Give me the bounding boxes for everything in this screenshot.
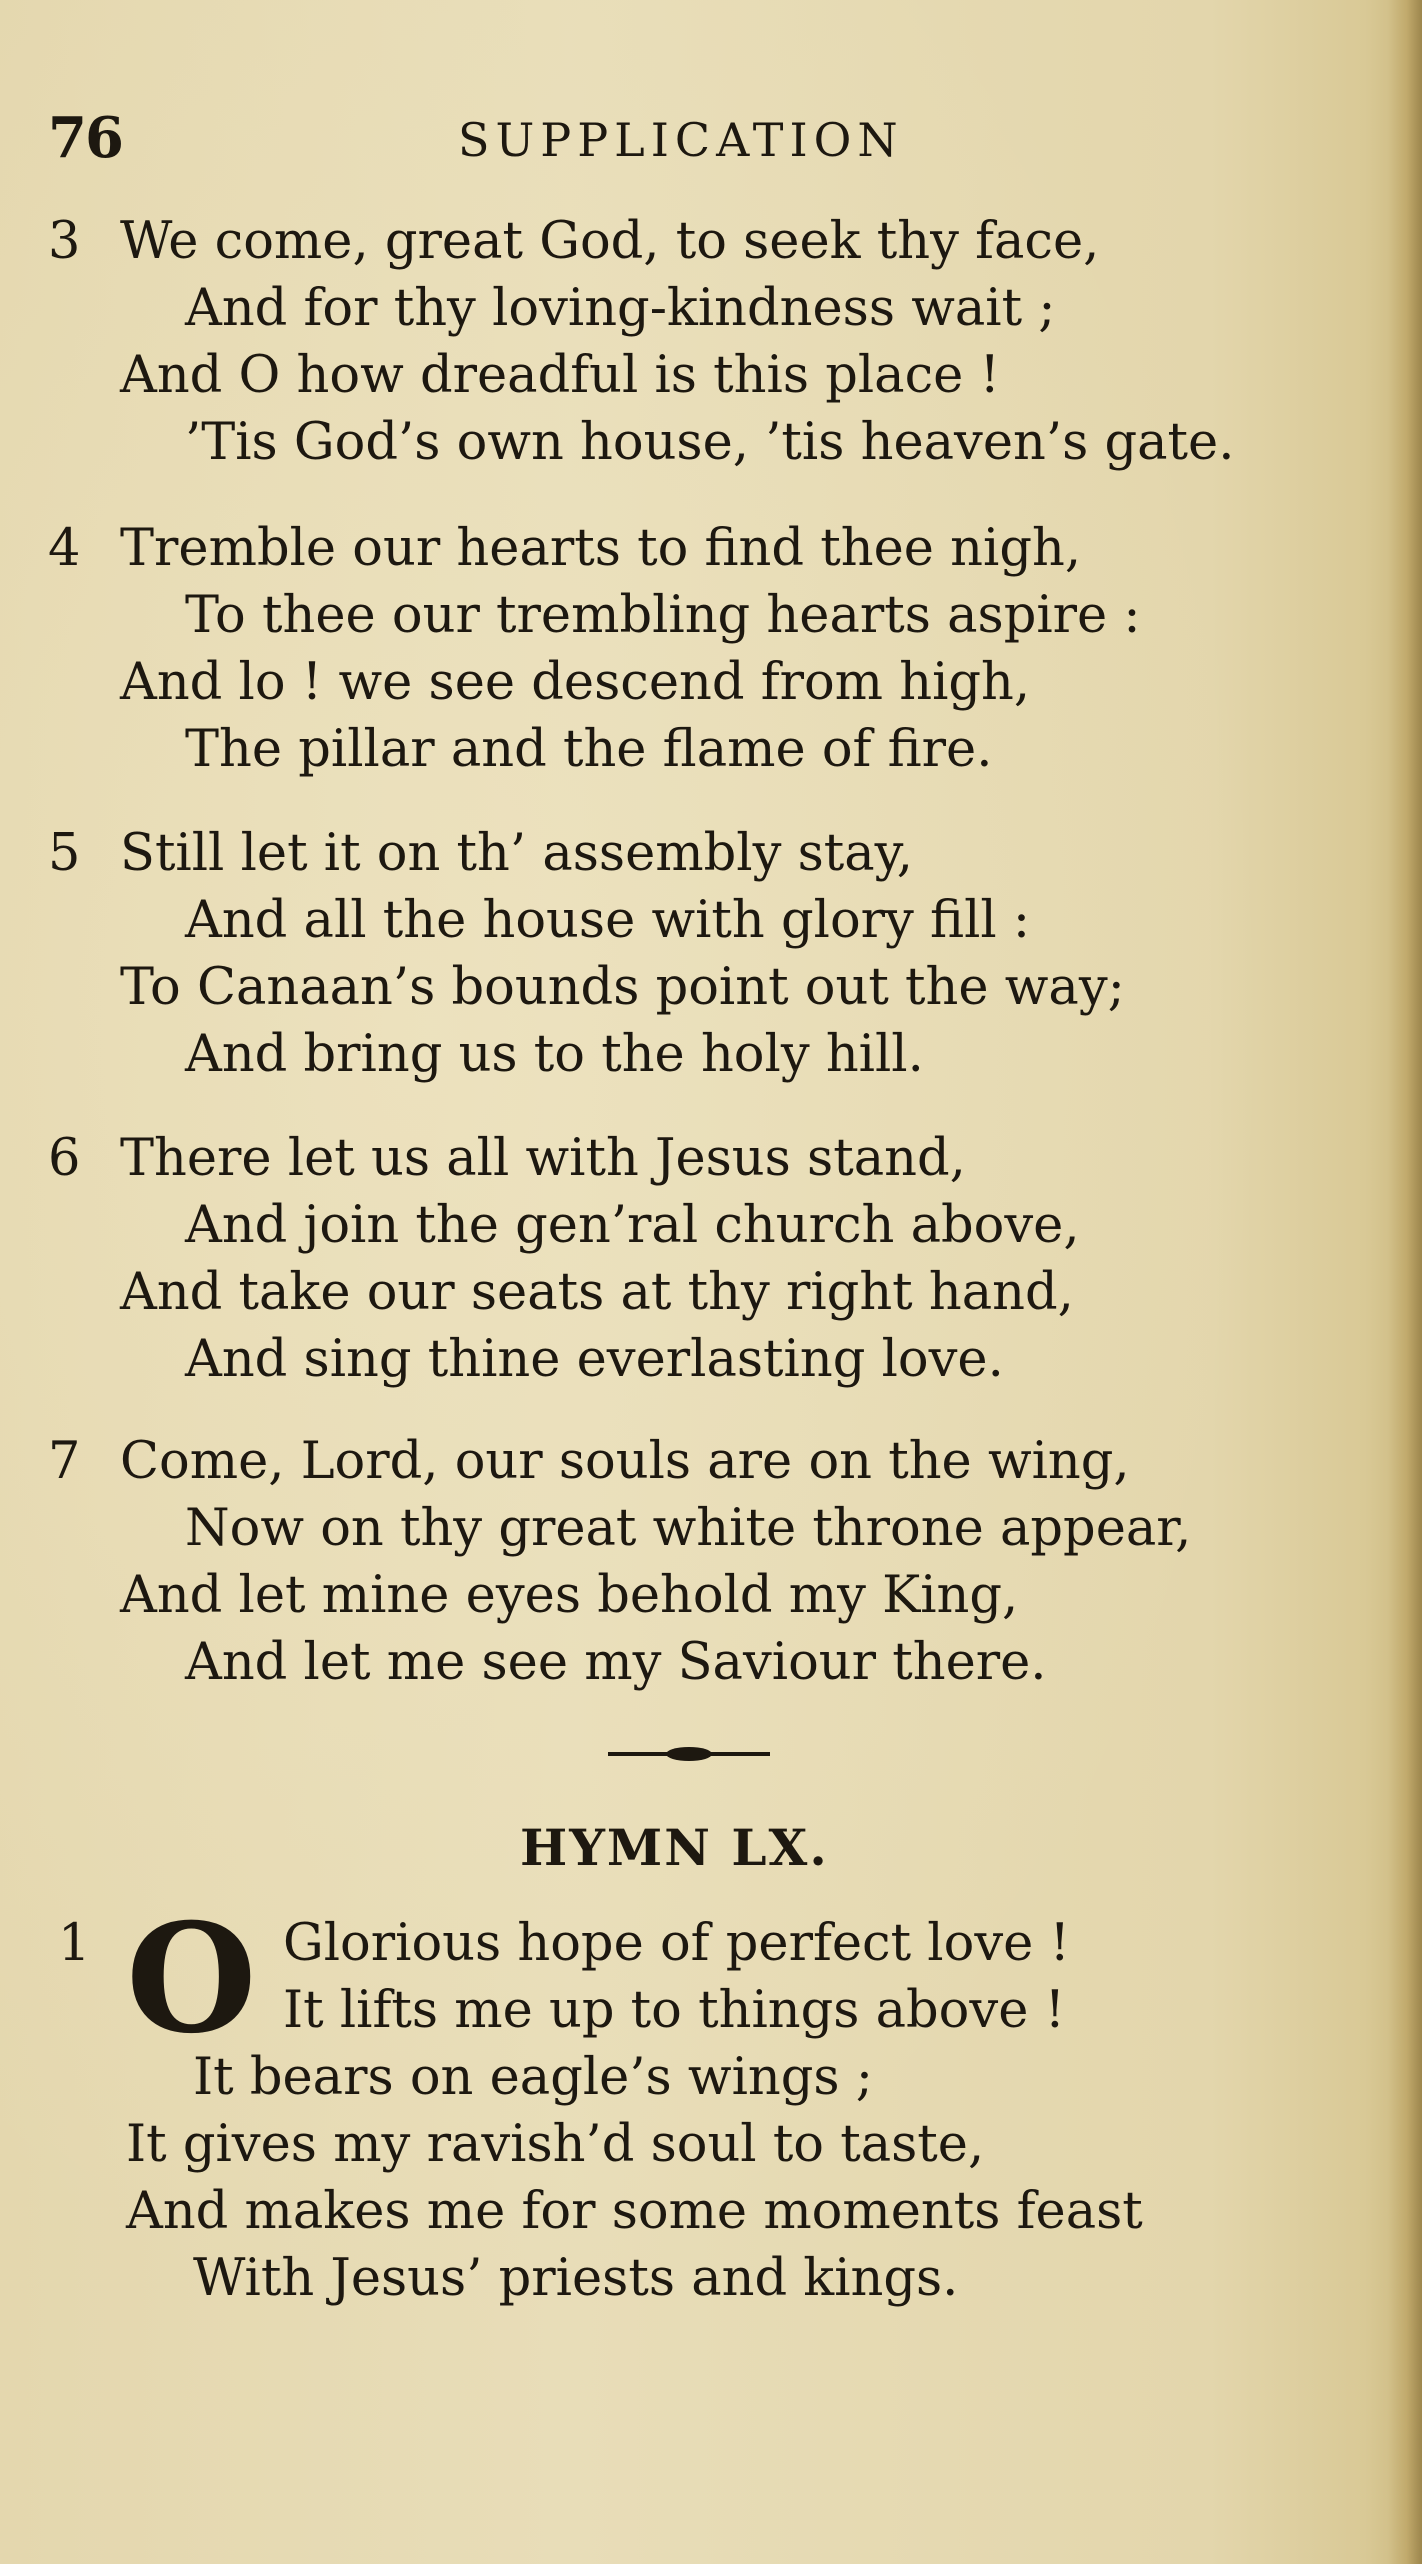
verse-3 [48, 208, 1248, 476]
verse-line: With Jesus’ priests and kings. [193, 2249, 959, 2308]
verse-number: 7 [48, 1432, 81, 1491]
verse-line: Glorious hope of perfect love ! [283, 1914, 1071, 1973]
verse-line: And O how dreadful is this place ! [120, 346, 1001, 405]
verse-line: And sing thine everlasting love. [185, 1330, 1004, 1389]
verse-line: And take our seats at thy right hand, [120, 1263, 1074, 1322]
verse-line: And let mine eyes behold my King, [120, 1566, 1019, 1625]
verse-line: It gives my ravish’d soul to taste, [126, 2115, 985, 2174]
verse-line: And join the gen’ral church above, [185, 1196, 1080, 1255]
verse-line [48, 208, 1248, 275]
verse-line-text: Come, Lord, our souls are on the wing, [120, 1432, 1130, 1491]
hymn-title: HYMN LX. [520, 1818, 829, 1877]
verse-number: 6 [48, 1129, 81, 1188]
verse-number: 5 [48, 824, 81, 883]
running-head: SUPPLICATION [458, 113, 904, 167]
verse-number: 4 [48, 519, 81, 578]
hymn-verse-1 [48, 1891, 1248, 2312]
verse-line-text: We come, great God, to seek thy face, [120, 212, 1100, 271]
verse-number: 1 [58, 1914, 91, 1973]
verse-line [48, 1125, 1248, 1192]
verse-7 [48, 1428, 1248, 1696]
verse-line: And makes me for some moments feast [126, 2182, 1143, 2241]
verse-line: It bears on eagle’s wings ; [193, 2048, 873, 2107]
verse-5 [48, 820, 1248, 1088]
verse-line: ’Tis God’s own house, ’tis heaven’s gate. [185, 413, 1235, 472]
verse-number: 3 [48, 212, 81, 271]
verse-line [48, 515, 1248, 582]
page-header [48, 105, 1148, 175]
verse-line: And all the house with glory fill : [185, 891, 1031, 950]
page-number: 76 [48, 105, 122, 171]
verse-line: Now on thy great white throne appear, [185, 1499, 1192, 1558]
verse-line: To Canaan’s bounds point out the way; [120, 958, 1125, 1017]
drop-cap: O [126, 1891, 257, 2067]
ornamental-divider [608, 1747, 770, 1761]
verse-line-text: Tremble our hearts to find thee nigh, [120, 519, 1082, 578]
verse-line: The pillar and the flame of fire. [185, 720, 993, 779]
verse-4 [48, 515, 1248, 783]
verse-line: To thee our trembling hearts aspire : [185, 586, 1141, 645]
page-edge [1388, 0, 1422, 2564]
verse-line: And bring us to the holy hill. [185, 1025, 924, 1084]
verse-line: And lo ! we see descend from high, [120, 653, 1031, 712]
verse-line: It lifts me up to things above ! [283, 1981, 1066, 2040]
verse-line-text: Still let it on th’ assembly stay, [120, 824, 913, 883]
verse-6 [48, 1125, 1248, 1393]
verse-line: And let me see my Saviour there. [185, 1633, 1047, 1692]
verse-line [48, 820, 1248, 887]
verse-line [48, 1428, 1248, 1495]
verse-line-text: There let us all with Jesus stand, [120, 1129, 966, 1188]
divider-ornament [666, 1747, 712, 1761]
verse-line: And for thy loving-kindness wait ; [185, 279, 1056, 338]
